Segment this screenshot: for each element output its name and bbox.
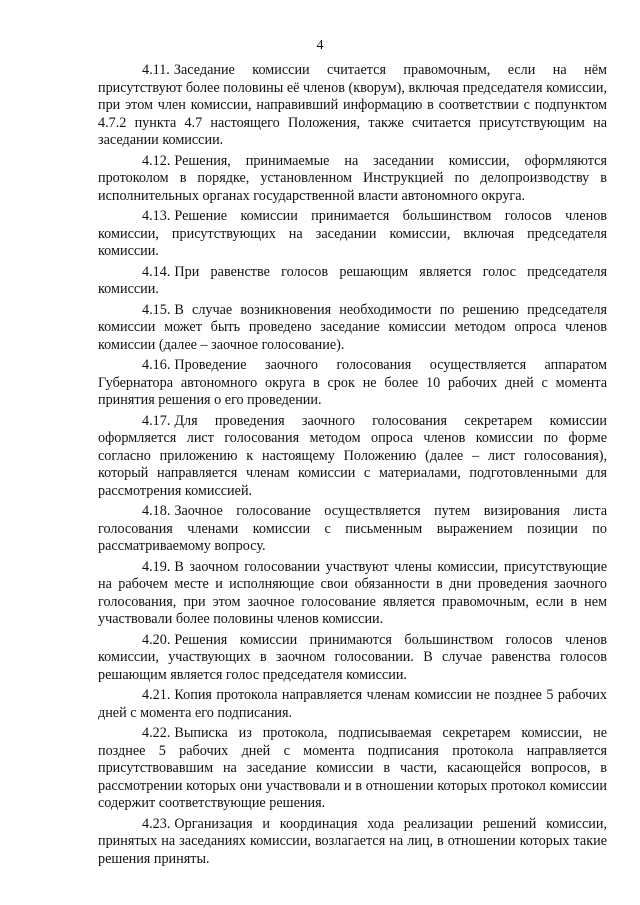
clause-number: 4.22. xyxy=(142,725,171,741)
clause-number: 4.20. xyxy=(142,631,171,648)
clause-text: Решение комиссии принимается большинством голосов членов комиссии, присутствующих на заседании комиссии, включая председателя комиссии. xyxy=(98,208,607,259)
clause-paragraph xyxy=(98,725,607,813)
clause-text: В заочном голосовании участвуют члены комиссии, присутствующие на рабочем месте и исполняющие свои обязанности в дни проведения заочного голосования, при этом заочное голосование является правомочным, если в нем участвовали более половины членов комиссии. xyxy=(98,558,607,627)
clause-paragraph xyxy=(98,632,607,685)
clause-paragraph xyxy=(98,153,607,206)
clause-text: Заседание комиссии считается правомочным, если на нём присутствуют более половины её членов (кворум), включая председателя комиссии, при этом член комиссии, направивший информацию в соответствии с подпунктом 4.7.2 пункта 4.7 настоящего Положения, также считается присутствующим на заседании комиссии. xyxy=(98,62,607,148)
clause-paragraph xyxy=(98,302,607,355)
clause-number: 4.18. xyxy=(142,503,171,519)
clause-text: Заочное голосование осуществляется путем визирования листа голосования членами комиссии с письменным выражением позиции по рассматриваемому вопросу. xyxy=(98,503,607,554)
page-number: 4 xyxy=(316,38,324,53)
clause-text: Решения комиссии принимаются большинством голосов членов комиссии, участвующих в заочном голосовании. В случае равенства голосов решающим является голос председателя комиссии. xyxy=(98,631,607,683)
clause-number: 4.16. xyxy=(142,357,171,373)
clause-list xyxy=(98,62,607,871)
clause-paragraph xyxy=(98,208,607,261)
clause-paragraph xyxy=(98,357,607,410)
clause-paragraph xyxy=(98,687,607,722)
clause-paragraph xyxy=(98,413,607,501)
clause-text: Для проведения заочного голосования секретарем комиссии оформляется лист голосования методом опроса членов комиссии по форме согласно приложению к настоящему Положению (далее – лист голосования), который направляется членам комиссии с материалами, подготовленными для рассмотрения комиссией. xyxy=(98,412,607,499)
clause-number: 4.11. xyxy=(142,62,170,78)
clause-paragraph xyxy=(98,62,607,150)
clause-text: Копия протокола направляется членам комиссии не позднее 5 рабочих дней с момента его подписания. xyxy=(98,687,607,721)
clause-number: 4.15. xyxy=(142,301,171,318)
clause-text: Решения, принимаемые на заседании комиссии, оформляются протоколом в порядке, установленном Инструкцией по делопроизводству в исполнительных органах государственной власти автономного округа. xyxy=(98,152,607,204)
clause-text: При равенстве голосов решающим является голос председателя комиссии. xyxy=(98,263,607,297)
clause-paragraph xyxy=(98,503,607,556)
clause-text: Организация и координация хода реализации решений комиссии, принятых на заседаниях комиссии, возлагается на лиц, в отношении которых такие решения приняты. xyxy=(98,815,607,867)
clause-paragraph xyxy=(98,559,607,629)
clause-text: Проведение заочного голосования осуществляется аппаратом Губернатора автономного округа в срок не более 10 рабочих дней с момента принятия решения о его проведении. xyxy=(98,357,607,408)
clause-number: 4.19. xyxy=(142,558,171,575)
clause-number: 4.14. xyxy=(142,263,171,280)
clause-paragraph xyxy=(98,816,607,869)
clause-text: В случае возникновения необходимости по решению председателя комиссии может быть проведено заседание комиссии методом опроса членов комиссии (далее – заочное голосование). xyxy=(98,301,607,353)
clause-number: 4.21. xyxy=(142,687,171,703)
clause-number: 4.23. xyxy=(142,815,171,832)
clause-paragraph xyxy=(98,264,607,299)
clause-number: 4.17. xyxy=(142,412,171,429)
clause-text: Выписка из протокола, подписываемая секретарем комиссии, не позднее 5 рабочих дней с момента подписания протокола направляется присутствовавшим на заседание комиссии в части, касающейся вопросов, в рассмотрении которых они участвовали и в отношении которых протокол комиссии содержит соответствующие решения. xyxy=(98,725,607,811)
clause-number: 4.12. xyxy=(142,152,171,169)
clause-number: 4.13. xyxy=(142,208,171,224)
